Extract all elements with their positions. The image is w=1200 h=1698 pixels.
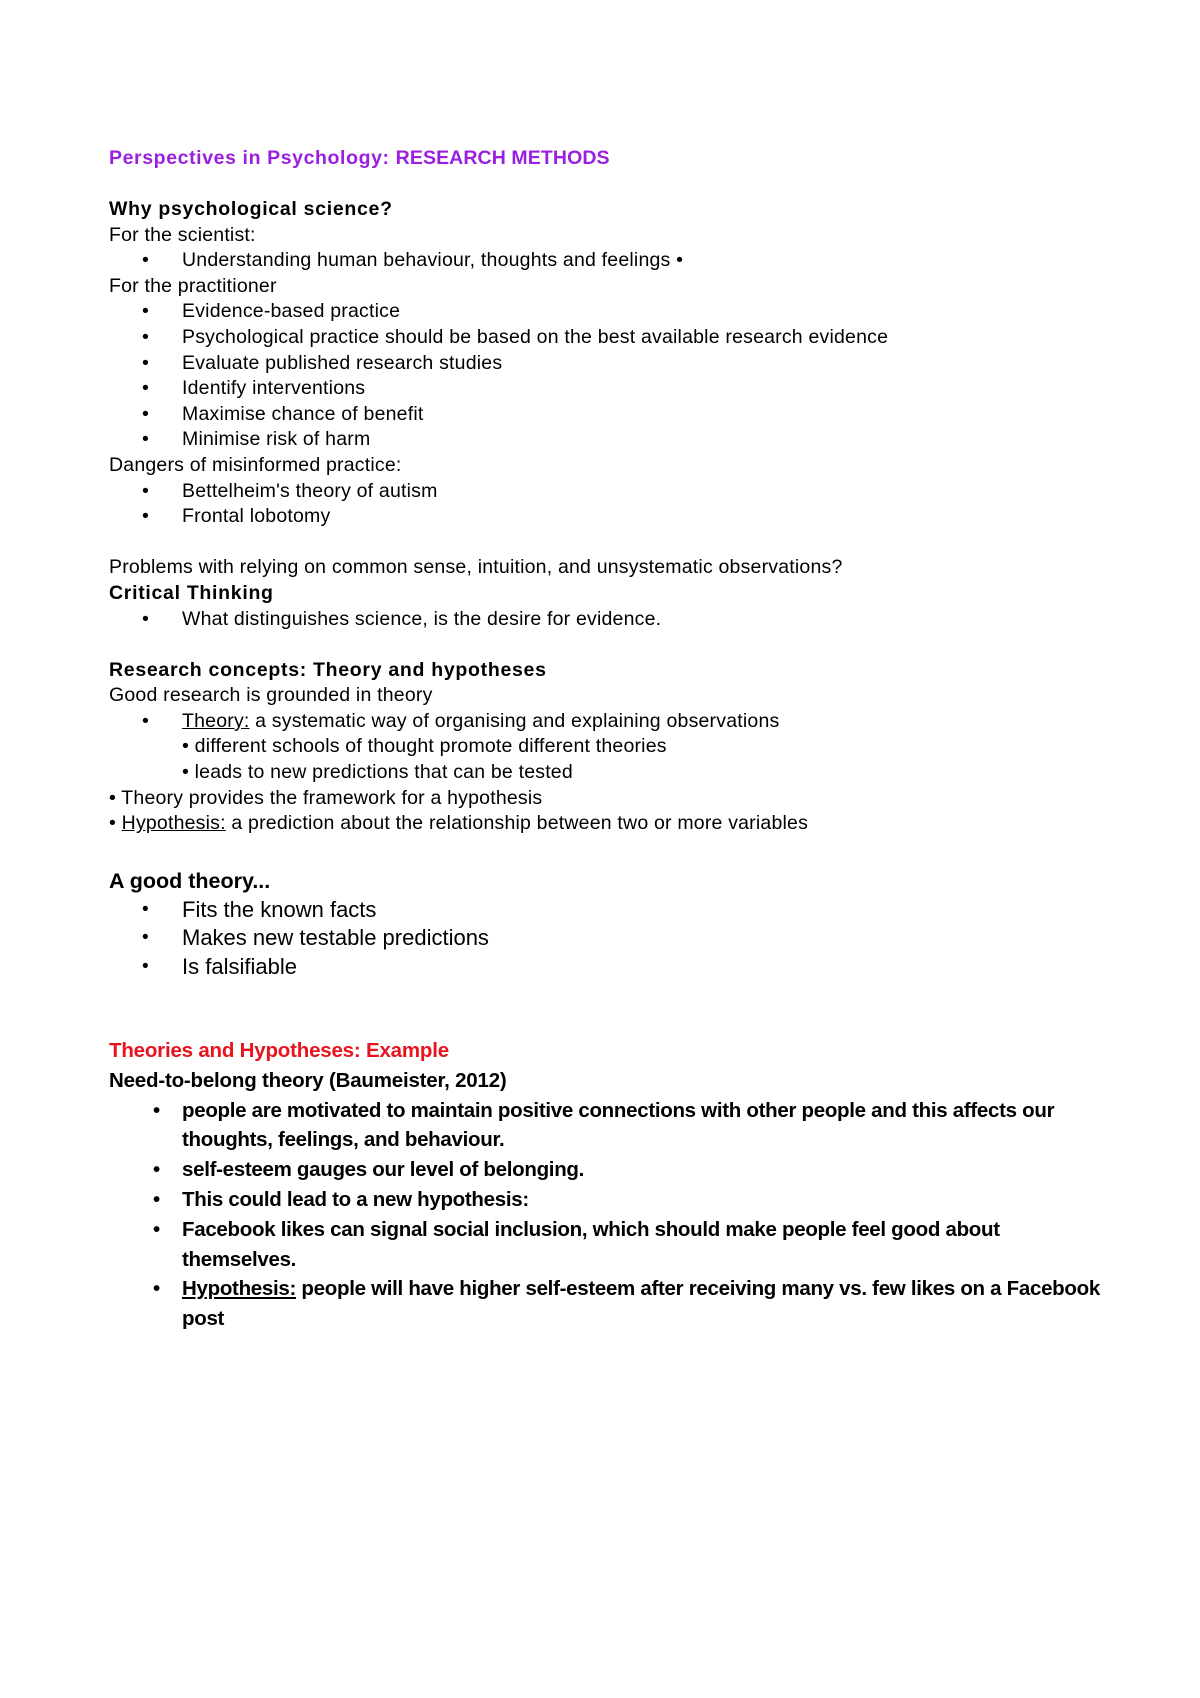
- example-heading: Theories and Hypotheses: Example: [109, 1039, 449, 1062]
- list-item: • self-esteem gauges our level of belonging.: [109, 1155, 1109, 1185]
- critical-question: Problems with relying on common sense, intuition, and unsystematic observations?: [109, 556, 843, 579]
- sub-item: • leads to new predictions that can be tested: [182, 761, 573, 784]
- bullet-icon: •: [153, 1187, 160, 1211]
- list-item: • Psychological practice should be based on the best available research evidence: [109, 325, 1109, 351]
- hypothesis-term: Hypothesis:: [121, 812, 226, 835]
- theory-term: Theory:: [182, 709, 250, 732]
- example-hypothesis-term: Hypothesis:: [182, 1277, 297, 1301]
- research-intro: Good research is grounded in theory: [109, 684, 433, 707]
- example-hypothesis-definition: people will have higher self-esteem after receiving many vs. few likes on a Facebook post: [182, 1277, 1100, 1331]
- research-heading: Research concepts: Theory and hypotheses: [109, 658, 547, 681]
- bullet-icon: •: [142, 249, 150, 272]
- list-item: [109, 1274, 1109, 1334]
- bullet-icon: •: [142, 402, 150, 425]
- bullet-icon: •: [142, 325, 150, 348]
- spacer: [109, 530, 1109, 556]
- page-title: [109, 146, 1109, 172]
- theory-definition: a systematic way of organising and explaining observations: [249, 709, 780, 732]
- section-good-theory: [109, 867, 1109, 981]
- bullet-icon: •: [153, 1158, 160, 1182]
- scientist-label: For the scientist:: [109, 223, 256, 246]
- bullet-icon: •: [153, 1277, 160, 1301]
- sub-item: • different schools of thought promote different theories: [182, 735, 667, 758]
- bullet-icon: •: [142, 377, 150, 400]
- section-example: [109, 1036, 1109, 1334]
- example-subheading: Need-to-belong theory (Baumeister, 2012): [109, 1068, 507, 1092]
- bullet-icon: •: [142, 709, 150, 732]
- section-why: [109, 197, 1109, 837]
- bullet-icon: •: [142, 428, 150, 451]
- list-item: • This could lead to a new hypothesis:: [109, 1185, 1109, 1215]
- good-theory-heading: A good theory...: [109, 869, 271, 893]
- list-item: • Minimise risk of harm: [109, 427, 1109, 453]
- list-item: • people are motivated to maintain positive connections with other people and this affects our thoughts, feelings, and behaviour.: [109, 1096, 1109, 1156]
- list-item: • Fits the known facts: [109, 896, 1109, 925]
- spacer: [109, 632, 1109, 658]
- bullet-icon: •: [142, 898, 149, 920]
- list-item: • Bettelheim's theory of autism: [109, 479, 1109, 505]
- list-item: • Maximise chance of benefit: [109, 402, 1109, 428]
- bullet-icon: •: [142, 300, 150, 323]
- bullet-icon: •: [153, 1217, 160, 1241]
- bullet-icon: •: [142, 607, 150, 630]
- list-item: • What distinguishes science, is the desire for evidence.: [109, 607, 1109, 633]
- title-part2: RESEARCH METHODS: [395, 147, 610, 169]
- hypothesis-line: [109, 811, 1109, 837]
- list-item: • Facebook likes can signal social inclusion, which should make people feel good about themselves.: [109, 1215, 1109, 1275]
- list-item: • Identify interventions: [109, 376, 1109, 402]
- hypothesis-bullet: •: [109, 812, 122, 835]
- list-item: • Is falsifiable: [109, 953, 1109, 982]
- bullet-icon: •: [142, 505, 150, 528]
- dangers-label: Dangers of misinformed practice:: [109, 453, 402, 476]
- title-part1: Perspectives in Psychology:: [109, 147, 396, 169]
- list-item: • Evidence-based practice: [109, 299, 1109, 325]
- bullet-icon: •: [142, 479, 150, 502]
- list-item: • Evaluate published research studies: [109, 351, 1109, 377]
- theory-framework-line: • Theory provides the framework for a hypothesis: [109, 786, 543, 809]
- bullet-icon: •: [153, 1098, 160, 1122]
- bullet-icon: •: [142, 927, 149, 948]
- list-item: • Makes new testable predictions: [109, 924, 1109, 953]
- practitioner-label: For the practitioner: [109, 274, 277, 297]
- bullet-icon: •: [142, 955, 149, 977]
- list-item: [109, 709, 1109, 735]
- why-heading: Why psychological science?: [109, 198, 393, 220]
- bullet-icon: •: [142, 351, 150, 374]
- hypothesis-definition: a prediction about the relationship between two or more variables: [225, 812, 809, 835]
- list-item: • Understanding human behaviour, thoughts and feelings •: [109, 248, 1109, 274]
- list-item: • Frontal lobotomy: [109, 504, 1109, 530]
- critical-heading: Critical Thinking: [109, 581, 274, 604]
